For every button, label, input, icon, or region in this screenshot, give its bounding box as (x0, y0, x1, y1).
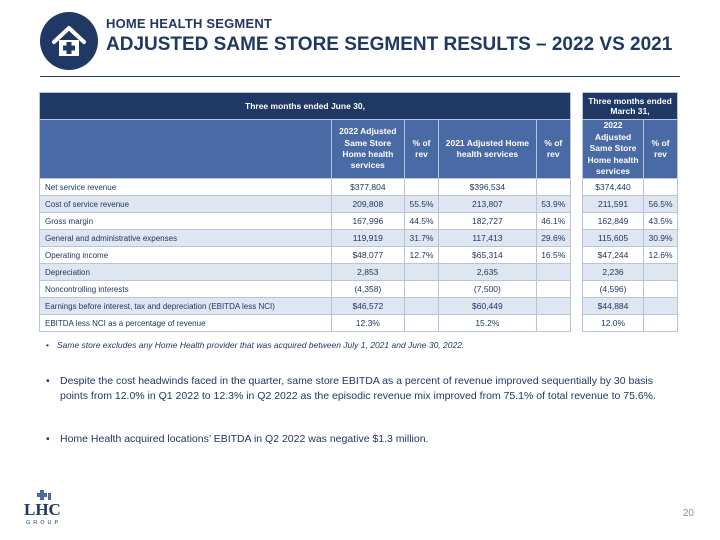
bullet-text: Despite the cost headwinds faced in the quarter, same store EBITDA as a percent of revenue improved sequentially by 30 basis points from 12.0% in Q1 2022 to 12.3% in Q2 2022 as the episodic revenue mix improved from 75.1% of total revenue to 75.6%. (60, 375, 656, 402)
results-table-june (39, 92, 571, 332)
pct-2022 (404, 179, 438, 196)
value-2022: 2,853 (331, 264, 404, 281)
table-row (583, 298, 678, 315)
table-row (40, 213, 571, 230)
value-2022: 119,919 (331, 230, 404, 247)
home-health-icon (40, 12, 98, 70)
value-march-2022: (4,596) (583, 281, 644, 298)
pct-march-2022: 12.6% (644, 247, 678, 264)
pct-2022: 55.5% (404, 196, 438, 213)
row-label: Depreciation (40, 264, 332, 281)
value-march-2022: 115,605 (583, 230, 644, 247)
table-row (40, 281, 571, 298)
table-row (583, 213, 678, 230)
pct-march-2022: 56.5% (644, 196, 678, 213)
value-2021: (7,500) (439, 281, 536, 298)
bullet-acquired-ebitda (46, 432, 680, 447)
page-number: 20 (682, 508, 694, 519)
table-row (583, 196, 678, 213)
table-row (583, 264, 678, 281)
pct-march-2022: 43.5% (644, 213, 678, 230)
table-row (40, 264, 571, 281)
value-2022: $48,077 (331, 247, 404, 264)
pct-march-2022 (644, 298, 678, 315)
pct-2021 (536, 264, 570, 281)
pct-2022 (404, 298, 438, 315)
row-label: Gross margin (40, 213, 332, 230)
pct-2022 (404, 281, 438, 298)
col-header-2021: 2021 Adjusted Home health services (439, 120, 536, 179)
title-divider (40, 76, 680, 77)
footnote-text: Same store excludes any Home Health provider that was acquired between July 1, 2021 and June 30, 2022. (56, 340, 465, 350)
value-march-2022: 12.0% (583, 315, 644, 332)
pct-2021 (536, 315, 570, 332)
value-march-2022: $44,884 (583, 298, 644, 315)
header-blank-cell (40, 120, 332, 179)
page-title: ADJUSTED SAME STORE SEGMENT RESULTS – 2022 VS 2021 (106, 34, 673, 55)
col-header-pct-2021: % of rev (536, 120, 570, 179)
value-march-2022: 2,236 (583, 264, 644, 281)
table-row (583, 281, 678, 298)
value-2021: 213,807 (439, 196, 536, 213)
pct-2022: 12.7% (404, 247, 438, 264)
logo-text: LHC (24, 500, 61, 519)
pct-march-2022: 30.9% (644, 230, 678, 247)
pct-march-2022 (644, 281, 678, 298)
value-2021: $396,534 (439, 179, 536, 196)
lhc-group-logo (22, 490, 70, 526)
value-2021: $65,314 (439, 247, 536, 264)
value-march-2022: 162,849 (583, 213, 644, 230)
col-header-march-pct: % of rev (644, 120, 678, 179)
row-label: EBITDA less NCI as a percentage of revenue (40, 315, 332, 332)
table-row (583, 230, 678, 247)
value-2022: (4,358) (331, 281, 404, 298)
logo-subtext: GROUP (26, 520, 62, 526)
table-row (40, 298, 571, 315)
table-row (583, 179, 678, 196)
row-label: Operating income (40, 247, 332, 264)
pct-2021: 53.9% (536, 196, 570, 213)
value-2022: 12.3% (331, 315, 404, 332)
pct-march-2022 (644, 264, 678, 281)
value-2021: 117,413 (439, 230, 536, 247)
pct-2022 (404, 315, 438, 332)
pct-2022: 31.7% (404, 230, 438, 247)
value-2021: 182,727 (439, 213, 536, 230)
table-row (40, 315, 571, 332)
value-2022: 209,808 (331, 196, 404, 213)
row-label: Noncontrolling interests (40, 281, 332, 298)
value-march-2022: $47,244 (583, 247, 644, 264)
value-march-2022: 211,591 (583, 196, 644, 213)
pct-2021 (536, 179, 570, 196)
value-2021: 2,635 (439, 264, 536, 281)
row-label: General and administrative expenses (40, 230, 332, 247)
results-table-march (582, 92, 678, 332)
table-row (40, 196, 571, 213)
table-row (40, 247, 571, 264)
value-2022: 167,996 (331, 213, 404, 230)
bullet-dot: • (46, 433, 50, 445)
row-label: Cost of service revenue (40, 196, 332, 213)
segment-title: HOME HEALTH SEGMENT (106, 16, 273, 31)
bullet-dot: • (46, 375, 50, 387)
col-header-2022: 2022 Adjusted Same Store Home health services (331, 120, 404, 179)
pct-march-2022 (644, 179, 678, 196)
col-header-march-2022: 2022 Adjusted Same Store Home health services (583, 120, 644, 179)
value-2021: $60,449 (439, 298, 536, 315)
col-header-pct-2022: % of rev (404, 120, 438, 179)
table-row (583, 247, 678, 264)
value-2022: $377,804 (331, 179, 404, 196)
pct-march-2022 (644, 315, 678, 332)
table-row (40, 179, 571, 196)
bullet-text: Home Health acquired locations’ EBITDA in Q2 2022 was negative $1.3 million. (60, 433, 429, 445)
pct-2021: 16.5% (536, 247, 570, 264)
value-2021: 15.2% (439, 315, 536, 332)
group-header-march: Three months ended March 31, (583, 93, 678, 120)
value-2022: $46,572 (331, 298, 404, 315)
pct-2022: 44.5% (404, 213, 438, 230)
table-row (583, 315, 678, 332)
pct-2021: 46.1% (536, 213, 570, 230)
same-store-footnote: • Same store excludes any Home Health provider that was acquired between July 1, 2021 and June 30, 2022. (46, 340, 465, 350)
pct-2022 (404, 264, 438, 281)
pct-2021 (536, 281, 570, 298)
bullet-ebitda-improvement (46, 374, 680, 404)
pct-2021 (536, 298, 570, 315)
pct-2021: 29.6% (536, 230, 570, 247)
value-march-2022: $374,440 (583, 179, 644, 196)
group-header-june: Three months ended June 30, (40, 93, 571, 120)
row-label: Net service revenue (40, 179, 332, 196)
row-label: Earnings before interest, tax and depreciation (EBITDA less NCI) (40, 298, 332, 315)
table-row (40, 230, 571, 247)
